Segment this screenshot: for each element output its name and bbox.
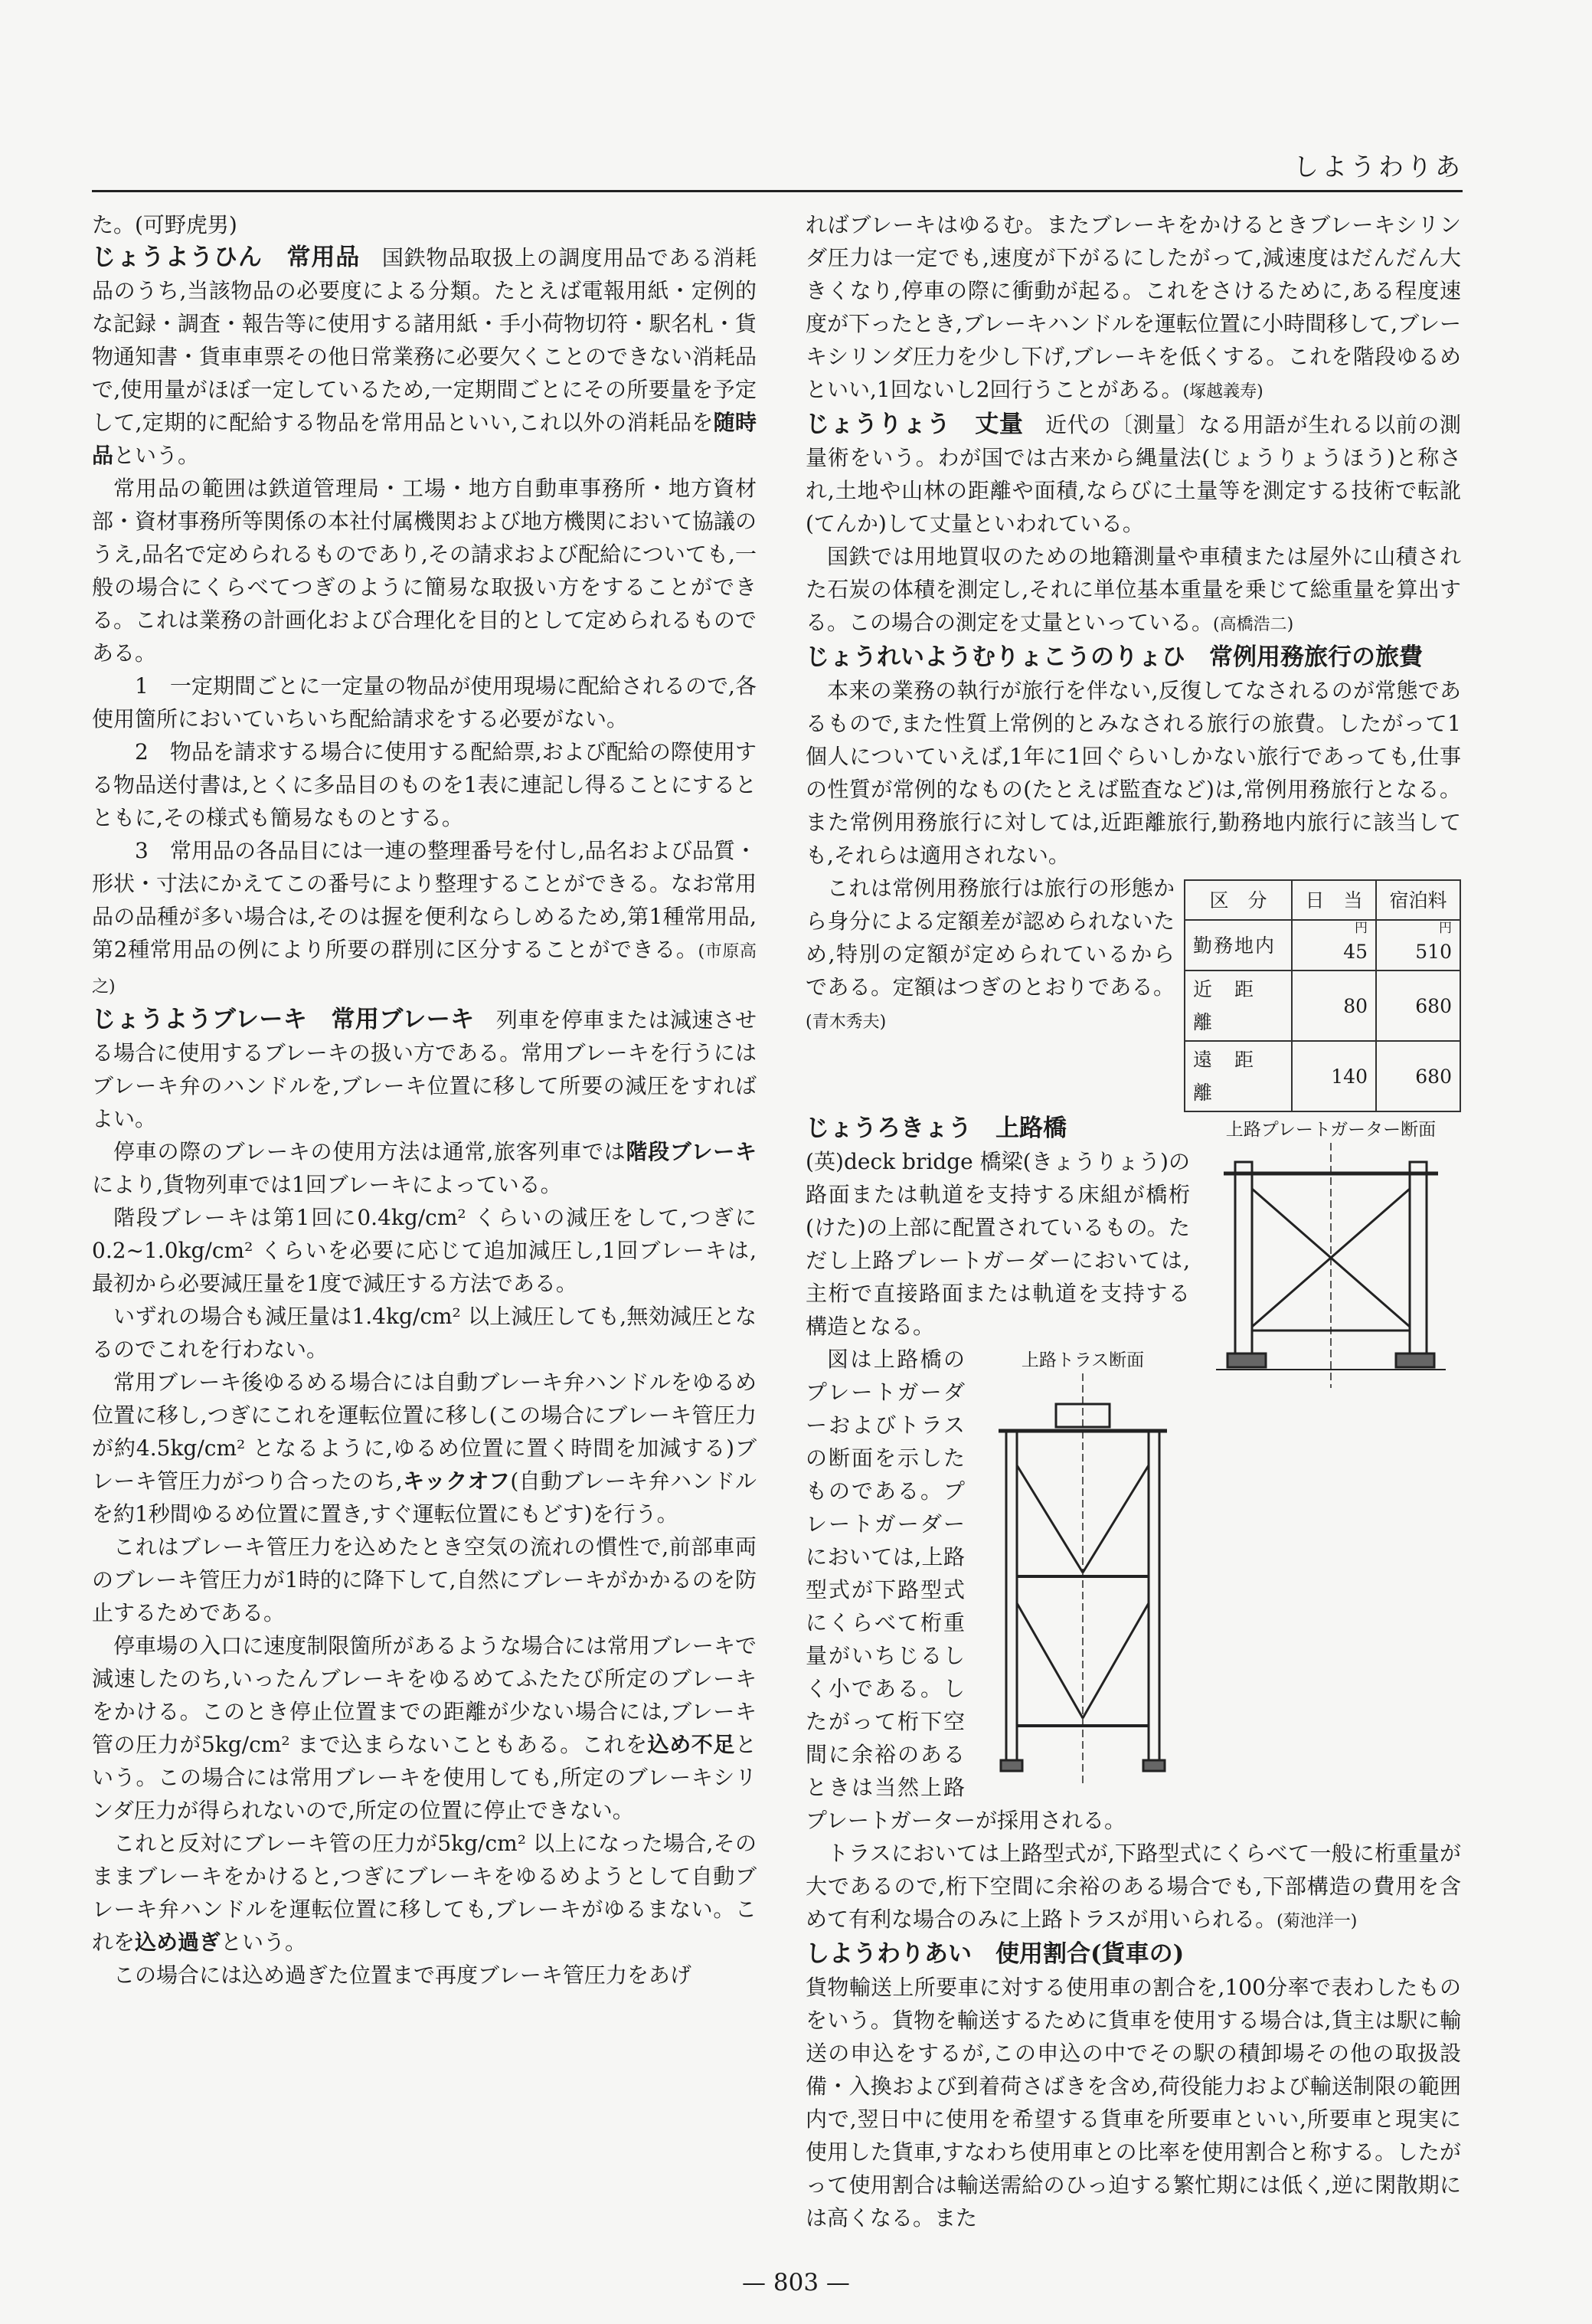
paragraph: 常用品の範囲は鉄道管理局・工場・地方自動車事務所・地方資材部・資材事務所等関係の本社付属機関および地方機関において協議のうえ,品名で定められるものであり,その請求および配給についても,一般の場合にくらべてつぎのように簡易な取扱い方をすることができる。これは業務の計画化および合理化を目的として定められるものである。 (92, 476, 757, 666)
ryohi-table (1184, 879, 1461, 1112)
table-cell: 遠 距 離 (1185, 1041, 1292, 1111)
header-rule (92, 190, 1463, 192)
byline: (高橋浩二) (1213, 615, 1294, 634)
paragraph: 国鉄では用地買収のための地籍測量や車積または屋外に山積された石炭の体積を測定し,それに単位基本重量を乗じて総重量を算出する。この場合の測定を丈量といっている。(高橋浩二) (806, 544, 1461, 635)
paragraph: この場合には込め過ぎた位置まで再度ブレーキ管圧力をあげ (113, 1962, 691, 1988)
figure-caption: 上路トラス断面 (1021, 1350, 1145, 1370)
table-row (1185, 920, 1460, 971)
entry-term: じょうろきょう 上路橋 (806, 1115, 1067, 1142)
table-header-row (1185, 880, 1460, 920)
paragraph: これはブレーキ管圧力を込めたとき空気の流れの慣性で,前部車両のブレーキ管圧力が1時的に降下して,自然にブレーキがかかるのを防止するためである。 (92, 1534, 757, 1625)
table-cell: 680 (1376, 1041, 1460, 1111)
entry-term: じょうりょう 丈量 (806, 411, 1024, 438)
paragraph: トラスにおいては上路型式が,下路型式にくらべて一般に桁重量が大であるので,桁下空間に余裕のある場合でも,下部構造の費用を含めて有利な場合のみに上路トラスが用いられる。(菊池洋一) (806, 1841, 1461, 1932)
table-cell: 円 45 (1292, 920, 1376, 971)
page-number: — 803 — (742, 2269, 850, 2296)
paragraph: 図は上路橋のプレートガーダーおよびトラスの断面を示したものである。プレートガーダーにおいては,上路型式が下路型式にくらべて桁重量がいちじるしく小である。したがって桁下空間に余裕のあるときは当然上路プレートガーターが採用される。 (806, 1347, 1126, 1833)
entry-jouyou-brake: じょうようブレーキ 常用ブレーキ 列車を停車または減速させる場合に使用するブレーキの扱い方である。常用ブレーキを行うにはブレーキ弁のハンドルを,ブレーキ位置に移して所要の減圧をすればよい。 (92, 1006, 757, 1131)
paragraph: (英)deck bridge 橋梁(きょうりょう)の路面または軌道を支持する床組が橋桁(けた)の上部に配置されているもの。ただし上路プレートガーダーにおいては,主桁で直接路面または軌道を支持する構造となる。 (806, 1149, 1190, 1339)
paragraph: いずれの場合も減圧量は1.4kg/cm² 以上減圧しても,無効減圧となるのでこれを行わない。 (92, 1304, 757, 1362)
figure-truss (976, 1347, 1190, 1796)
right-column (806, 208, 1461, 2234)
paragraph: 貨物輸送上所要車に対する使用車の割合を,100分率で表わしたものをいう。貨物を輸送するために貨車を使用する場合は,貨主は駅に輸送の申込をするが,この申込の中でその駅の積卸場その他の取扱設備・入換および到着荷さばきを含め,荷役能力および輸送制限の範囲内で,翌日中に使用を希望する貨車を所要車といい,所要車と現実に使用した貨車,すなわち使用車との比率を使用割合と称する。したがって使用割合は輸送需給のひっ迫する繁忙期には低く,逆に閑散期には高くなる。また (806, 1975, 1461, 2231)
table-row (1185, 971, 1460, 1041)
byline: (青木秀夫) (806, 1013, 887, 1032)
entry-term: しようわりあい 使用割合(貨車の) (806, 1940, 1185, 1968)
figure-plate-girder (1201, 1117, 1461, 1397)
byline: (菊池洋一) (1277, 1912, 1358, 1931)
table-cell: 80 (1292, 971, 1376, 1041)
entry-term: じょうれいようむりょこうのりょひ 常例用務旅行の旅費 (806, 643, 1423, 671)
paragraph: 停車場の入口に速度制限箇所があるような場合には常用ブレーキで減速したのち,いったんブレーキをゆるめてふたたび所定のブレーキをかける。このとき停止位置までの距離が少ない場合には,ブレーキ管の圧力が5kg/cm² まで込まらないこともある。これを込め不足という。この場合には常用ブレーキを使用しても,所定のブレーキシリンダ圧力が得られないので,所定の位置に停止できない。 (92, 1633, 757, 1823)
table-cell: 近 距 離 (1185, 971, 1292, 1041)
numbered-item: 1 一定期間ごとに一定量の物品が使用現場に配給されるので,各使用箇所においていちいち配給請求をする必要がない。 (92, 673, 757, 732)
byline: (市原高之) (92, 942, 757, 997)
table-cell: 勤務地内 (1185, 920, 1292, 971)
table-row (1185, 1041, 1460, 1111)
numbered-item: 3 常用品の各品目には一連の整理番号を付し,品名および品質・形状・寸法にかえてこの番号により整理することができる。なお常用品の品種が多い場合は,そのは握を便利ならしめるため,第1種常用品,第2種常用品の例により所要の群別に区分することができる。(市原高之) (92, 838, 757, 997)
entry-jouyouhin: じょうようひん 常用品 国鉄物品取扱上の調度用品である消耗品のうち,当該物品の必要度による分類。たとえば電報用紙・定例的な記録・調査・報告等に使用する諸用紙・手小荷物切符・駅名札・貨物通知書・貨車車票その他日常業務に必要欠くことのできない消耗品で,使用量がほぼ一定しているため,一定期間ごとにその所要量を予定して,定期的に配給する物品を常用品といい,これ以外の消耗品を随時品という。 (92, 244, 757, 468)
paragraph: 本来の業務の執行が旅行を伴ない,反復してなされるのが常態であるもので,また性質上常例的とみなされる旅行の旅費。したがって1個人についていえば,1年に1回ぐらいしかない旅行であっても,仕事の性質が常例的なもの(たとえば監査など)は,常例用務旅行となる。また常例用務旅行に対しては,近距離旅行,勤務地内旅行に該当しても,それらは適用されない。 (806, 678, 1461, 868)
continued-text: ればブレーキはゆるむ。またブレーキをかけるときブレーキシリンダ圧力は一定でも,速度が下がるにしたがって,減速度はだんだん大きくなり,停車の際に衝動が起る。これをさけるために,ある程度速度が下ったとき,ブレーキハンドルを運転位置に小時間移して,ブレーキシリンダ圧力を少し下げ,ブレーキを低くする。これを階段ゆるめといい,1回ないし2回行うことがある。(塚越義寿) (806, 212, 1461, 402)
entry-term: じょうようブレーキ 常用ブレーキ (92, 1006, 475, 1033)
table-cell: 円 510 (1376, 920, 1460, 971)
table-header: 区 分 (1185, 880, 1292, 920)
left-column (92, 208, 757, 1992)
plate-girder-section-drawing (1216, 1143, 1446, 1388)
entry-term: じょうようひん 常用品 (92, 244, 361, 271)
numbered-item: 2 物品を請求する場合に使用する配給票,および配給の際使用する物品送付書は,とくに多品目のものを1表に連記し得ることにするとともに,その様式も簡易なものとする。 (92, 739, 757, 830)
paragraph: 階段ブレーキは第1回に0.4kg/cm² くらいの減圧をして,つぎに0.2~1.0kg/cm² くらいを必要に応じて追加減圧し,1回ブレーキは,最初から必要減圧量を1度で減圧する方法である。 (92, 1205, 757, 1296)
running-header: しようわりあ (1293, 152, 1463, 182)
paragraph: これと反対にブレーキ管の圧力が5kg/cm² 以上になった場合,そのままブレーキをかけると,つぎにブレーキをゆるめようとして自動ブレーキ弁ハンドルを運転位置に移しても,ブレーキがゆるまない。これを込め過ぎという。 (92, 1831, 757, 1955)
table-cell: 140 (1292, 1041, 1376, 1111)
table-header: 日 当 (1292, 880, 1376, 920)
continued-text: た。(可野虎男) (92, 212, 237, 237)
truss-section-drawing (995, 1373, 1171, 1787)
paragraph: 常用ブレーキ後ゆるめる場合には自動ブレーキ弁ハンドルをゆるめ位置に移し,つぎにこれを運転位置に移し(この場合にブレーキ管圧力が約4.5kg/cm² となるように,ゆるめ位置に置く時間を加減する)ブレーキ管圧力がつり合ったのち,キックオフ(自動ブレーキ弁ハンドルを約1秒間ゆるめ位置に置き,すぐ運転位置にもどす)を行う。 (92, 1370, 757, 1527)
entry-jouryou: じょうりょう 丈量 近代の〔測量〕なる用語が生れる以前の測量術をいう。わが国では古来から縄量法(じょうりょうほう)と称され,土地や山林の距離や面積,ならびに土量等を測定する技術で転訛(てんか)して丈量といわれている。 (806, 411, 1461, 536)
figure-caption: 上路プレートガーター断面 (1225, 1120, 1437, 1140)
table-header: 宿泊料 (1376, 880, 1460, 920)
table-cell: 680 (1376, 971, 1460, 1041)
paragraph: 停車の際のブレーキの使用方法は通常,旅客列車では階段ブレーキにより,貨物列車では1回ブレーキによっている。 (92, 1139, 757, 1197)
byline: (塚越義寿) (1182, 382, 1263, 401)
paragraph: これは常例用務旅行は旅行の形態から身分による定額差が認められないため,特別の定額が定められているからである。定額はつぎのとおりである。(青木秀夫) (806, 876, 1175, 1032)
